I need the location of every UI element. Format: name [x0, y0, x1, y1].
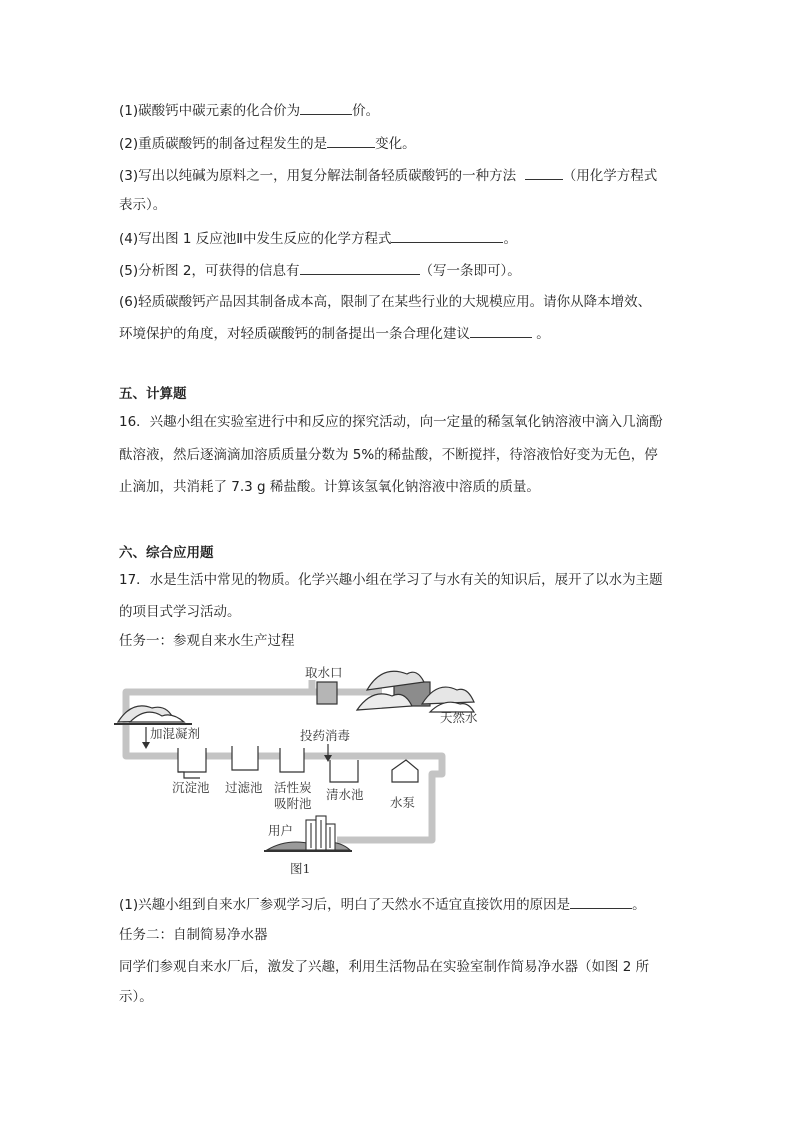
answer-blank[interactable] — [300, 260, 420, 275]
carbon-label-2: 吸附池 — [274, 796, 312, 811]
task-2-label: 任务二：自制简易净水器 — [119, 927, 268, 943]
user-label: 用户 — [268, 823, 294, 838]
task-2-line-1: 同学们参观自来水厂后，激发了兴趣，利用生活物品在实验室制作简易净水器（如图 2 所 — [119, 959, 650, 975]
q16-line-1: 16．兴趣小组在实验室进行中和反应的探究活动，向一定量的稀氢氧化钠溶液中滴入几滴酚 — [119, 414, 663, 430]
intake-label: 取水口 — [305, 665, 343, 680]
q16-line-2: 酞溶液，然后逐滴滴加溶质质量分数为 5%的稀盐酸，不断搅拌，待溶液恰好变为无色，停 — [119, 447, 658, 463]
q15-item-3: (3)写出以纯碱为原料之一，用复分解法制备轻质碳酸钙的一种方法 （用化学方程式 — [119, 165, 657, 186]
clear-water-tank — [330, 760, 358, 782]
task-1-label: 任务一：参观自来水生产过程 — [119, 633, 295, 649]
q15-item-5: (5)分析图 2，可获得的信息有 （写一条即可）。 — [119, 260, 521, 281]
q15-item-4: (4)写出图 1 反应池Ⅱ中发生反应的化学方程式 。 — [119, 228, 517, 249]
task-2-line-2: 示）。 — [119, 989, 153, 1005]
pump-label: 水泵 — [390, 795, 416, 810]
filter-tank — [232, 746, 258, 770]
intake-box — [317, 682, 337, 704]
q15-item-6: (6)轻质碳酸钙产品因其制备成本高，限制了在某些行业的大规模应用。请你从降本增效、 — [119, 294, 652, 310]
q15-item-6-cont: 环境保护的角度，对轻质碳酸钙的制备提出一条合理化建议 。 — [119, 323, 550, 344]
q17-item-1: (1)兴趣小组到自来水厂参观学习后，明白了天然水不适宜直接饮用的原因是 。 — [119, 894, 646, 915]
carbon-label-1: 活性炭 — [274, 780, 312, 795]
section-5-title: 五、计算题 — [119, 386, 187, 402]
answer-blank[interactable] — [525, 165, 563, 180]
answer-blank[interactable] — [391, 228, 503, 243]
natural-water-label: 天然水 — [440, 710, 478, 725]
clear-water-label: 清水池 — [326, 787, 364, 802]
sedimentation-label: 沉淀池 — [172, 780, 210, 795]
q17-line-1: 17．水是生活中常见的物质。化学兴趣小组在学习了与水有关的知识后，展开了以水为主题 — [119, 572, 663, 588]
q15-item-2: (2)重质碳酸钙的制备过程发生的是 变化。 — [119, 133, 416, 154]
answer-blank[interactable] — [300, 100, 352, 115]
q15-item-1: (1)碳酸钙中碳元素的化合价为 价。 — [119, 100, 379, 121]
q17-line-2: 的项目式学习活动。 — [119, 604, 241, 620]
intake-pipe — [126, 680, 312, 710]
disinfect-label: 投药消毒 — [300, 728, 351, 743]
figure-caption: 图1 — [290, 861, 311, 876]
answer-blank[interactable] — [327, 133, 375, 148]
answer-blank[interactable] — [470, 323, 532, 338]
answer-blank[interactable] — [570, 894, 632, 909]
carbon-tank — [280, 748, 304, 772]
section-6-title: 六、综合应用题 — [119, 545, 214, 561]
coagulant-label: 加混凝剂 — [150, 726, 201, 741]
water-plant-diagram — [112, 660, 492, 880]
filter-label: 过滤池 — [225, 780, 263, 795]
q15-item-3-cont: 表示）。 — [119, 197, 167, 213]
q16-line-3: 止滴加，共消耗了 7.3 g 稀盐酸。计算该氢氧化钠溶液中溶质的质量。 — [119, 479, 540, 495]
pump-icon — [392, 760, 418, 782]
sedimentation-tank — [178, 748, 206, 772]
